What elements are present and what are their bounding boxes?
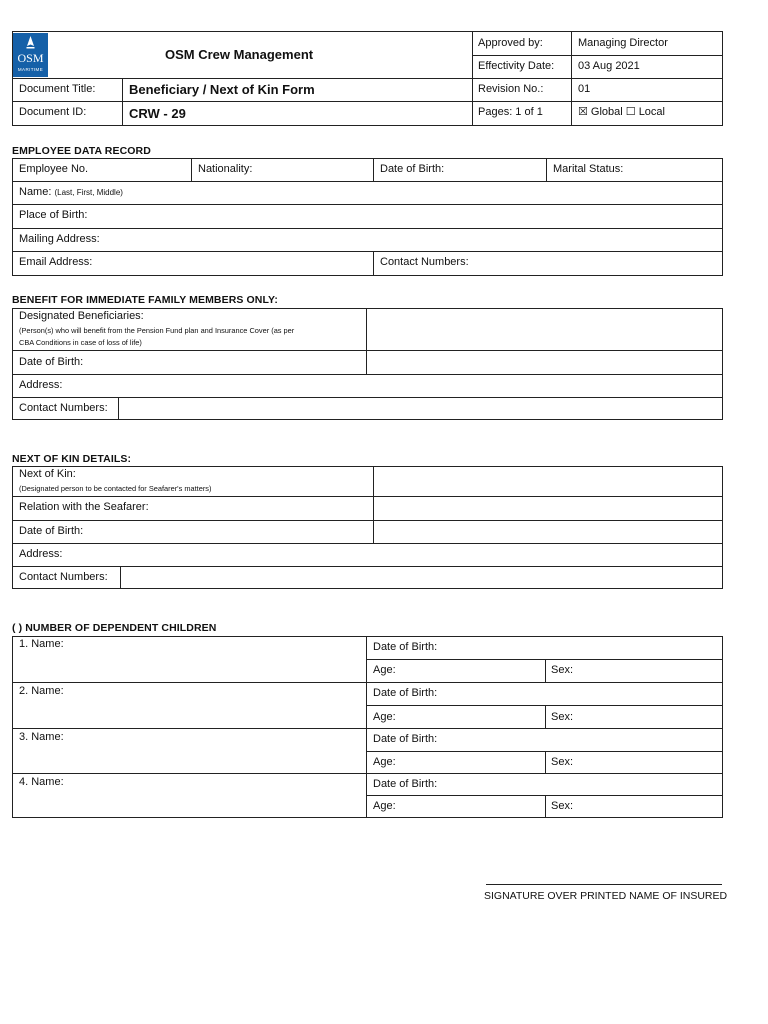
table-rule bbox=[366, 308, 367, 374]
table-rule bbox=[545, 751, 546, 773]
mailing-address-field[interactable]: Mailing Address: bbox=[19, 233, 100, 245]
children-section-heading: ( ) NUMBER OF DEPENDENT CHILDREN bbox=[12, 622, 217, 634]
employee-no-field[interactable]: Employee No. bbox=[19, 163, 89, 175]
child-2-dob-field[interactable]: Date of Birth: bbox=[373, 687, 438, 699]
child-2-age-field[interactable]: Age: bbox=[373, 711, 396, 723]
employee-dob-field[interactable]: Date of Birth: bbox=[380, 163, 445, 175]
header-divider bbox=[122, 78, 123, 126]
table-rule bbox=[373, 466, 374, 543]
table-rule bbox=[546, 158, 547, 181]
table-rule bbox=[12, 728, 723, 729]
designated-beneficiaries-hint-1: (Person(s) who will benefit from the Pension Fund plan and Insurance Cover (as per bbox=[19, 326, 295, 335]
table-rule bbox=[12, 543, 723, 544]
beneficiary-contact-input[interactable] bbox=[120, 399, 721, 419]
marital-status-field[interactable]: Marital Status: bbox=[553, 163, 624, 175]
email-address-field[interactable]: Email Address: bbox=[19, 256, 93, 268]
table-rule bbox=[12, 350, 723, 351]
table-rule bbox=[12, 374, 723, 375]
table-rule bbox=[120, 566, 121, 589]
employee-section-heading: EMPLOYEE DATA RECORD bbox=[12, 145, 151, 157]
table-rule bbox=[12, 566, 723, 567]
nationality-field[interactable]: Nationality: bbox=[198, 163, 253, 175]
child-4-name-field[interactable]: 4. Name: bbox=[19, 776, 64, 788]
child-1-sex-field[interactable]: Sex: bbox=[551, 664, 574, 676]
child-4-dob-field[interactable]: Date of Birth: bbox=[373, 778, 438, 790]
relation-input[interactable] bbox=[375, 498, 721, 519]
table-rule bbox=[12, 181, 723, 182]
table-rule bbox=[366, 636, 367, 818]
child-4-age-field[interactable]: Age: bbox=[373, 800, 396, 812]
designated-beneficiaries-label: Designated Beneficiaries: bbox=[19, 310, 144, 322]
children-table bbox=[12, 636, 723, 818]
table-rule bbox=[545, 705, 546, 728]
kin-section-heading: NEXT OF KIN DETAILS: bbox=[12, 453, 132, 465]
name-field-hint: (Last, First, Middle) bbox=[54, 188, 123, 197]
header-divider bbox=[472, 31, 473, 126]
kin-contact-label: Contact Numbers: bbox=[19, 571, 108, 583]
designated-beneficiaries-input[interactable] bbox=[368, 310, 721, 349]
pages-label: Pages: 1 of 1 bbox=[478, 106, 543, 118]
place-of-birth-field[interactable]: Place of Birth: bbox=[19, 209, 88, 221]
child-1-age-field[interactable]: Age: bbox=[373, 664, 396, 676]
revision-label: Revision No.: bbox=[478, 83, 544, 95]
osm-logo bbox=[13, 33, 48, 77]
child-2-name-field[interactable]: 2. Name: bbox=[19, 685, 64, 697]
child-4-sex-field[interactable]: Sex: bbox=[551, 800, 574, 812]
logo-subtext: MARITIME bbox=[17, 67, 44, 72]
approved-by-label: Approved by: bbox=[478, 37, 543, 49]
signature-label: SIGNATURE OVER PRINTED NAME OF INSURED bbox=[484, 890, 728, 902]
relation-label: Relation with the Seafarer: bbox=[19, 501, 149, 513]
approved-by-value: Managing Director bbox=[578, 37, 668, 49]
benefit-section-heading: BENEFIT FOR IMMEDIATE FAMILY MEMBERS ONLY: bbox=[12, 294, 278, 306]
header-divider bbox=[472, 55, 723, 56]
child-3-sex-field[interactable]: Sex: bbox=[551, 756, 574, 768]
table-rule bbox=[545, 795, 546, 818]
name-field-label: Name: bbox=[19, 186, 52, 198]
kin-contact-input[interactable] bbox=[122, 568, 721, 588]
table-rule bbox=[373, 251, 374, 276]
header-divider bbox=[571, 31, 572, 126]
logo-text: OSM bbox=[17, 51, 44, 65]
employee-table bbox=[12, 158, 723, 276]
beneficiary-address-field[interactable]: Address: bbox=[19, 379, 63, 391]
table-rule bbox=[12, 520, 723, 521]
next-of-kin-input[interactable] bbox=[375, 468, 721, 495]
next-of-kin-label: Next of Kin: bbox=[19, 468, 76, 480]
child-2-sex-field[interactable]: Sex: bbox=[551, 711, 574, 723]
kin-dob-label: Date of Birth: bbox=[19, 525, 84, 537]
child-1-dob-field[interactable]: Date of Birth: bbox=[373, 641, 438, 653]
name-field[interactable] bbox=[19, 187, 123, 198]
child-1-name-field[interactable]: 1. Name: bbox=[19, 638, 64, 650]
table-rule bbox=[191, 158, 192, 181]
next-of-kin-hint: (Designated person to be contacted for Seafarer's matters) bbox=[19, 484, 212, 493]
beneficiary-contact-label: Contact Numbers: bbox=[19, 402, 108, 414]
effectivity-date-value: 03 Aug 2021 bbox=[578, 60, 640, 72]
table-rule bbox=[12, 496, 723, 497]
document-title-value: Beneficiary / Next of Kin Form bbox=[129, 82, 315, 97]
beneficiary-dob-input[interactable] bbox=[368, 352, 721, 373]
table-rule bbox=[12, 228, 723, 229]
table-rule bbox=[12, 773, 723, 774]
beneficiary-dob-field[interactable]: Date of Birth: bbox=[19, 356, 84, 368]
company-name: OSM Crew Management bbox=[165, 47, 314, 62]
document-id-label: Document ID: bbox=[19, 106, 87, 118]
kin-address-field[interactable]: Address: bbox=[19, 548, 63, 560]
signature-line[interactable] bbox=[486, 884, 722, 885]
table-rule bbox=[118, 397, 119, 420]
table-rule bbox=[12, 251, 723, 252]
table-rule bbox=[545, 659, 546, 682]
designated-beneficiaries-hint-2: CBA Conditions in case of loss of life) bbox=[19, 338, 142, 347]
revision-value: 01 bbox=[578, 83, 591, 95]
child-3-age-field[interactable]: Age: bbox=[373, 756, 396, 768]
effectivity-date-label: Effectivity Date: bbox=[478, 60, 555, 72]
child-3-name-field[interactable]: 3. Name: bbox=[19, 731, 64, 743]
table-rule bbox=[12, 204, 723, 205]
ship-sail-icon bbox=[26, 36, 35, 50]
child-3-dob-field[interactable]: Date of Birth: bbox=[373, 733, 438, 745]
table-rule bbox=[12, 682, 723, 683]
header-divider bbox=[12, 78, 723, 79]
document-id-value: CRW - 29 bbox=[129, 106, 186, 121]
header-divider bbox=[12, 101, 723, 102]
document-title-label: Document Title: bbox=[19, 83, 96, 95]
scope-checkboxes[interactable]: ☒ Global ☐ Local bbox=[578, 106, 665, 118]
kin-dob-input[interactable] bbox=[375, 522, 721, 542]
table-rule bbox=[373, 158, 374, 181]
employee-contact-numbers-field[interactable]: Contact Numbers: bbox=[380, 256, 469, 268]
